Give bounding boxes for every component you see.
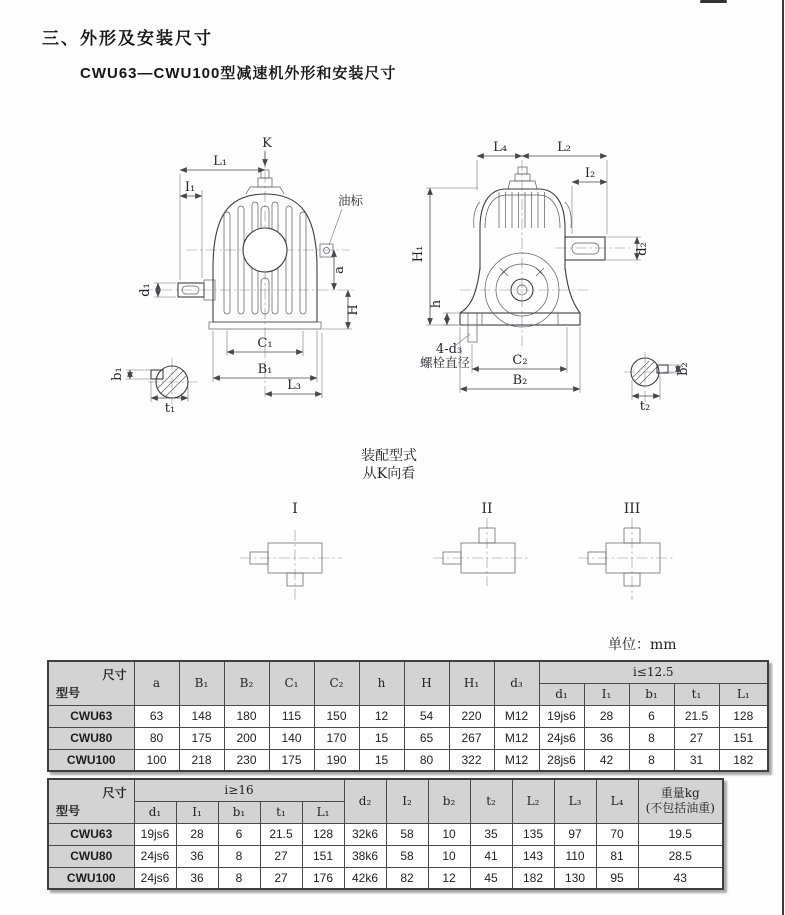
corner-top-label: 尺寸 bbox=[102, 786, 127, 800]
table-cell: 35 bbox=[470, 823, 512, 845]
label-h: H bbox=[346, 304, 361, 316]
table-cell: 182 bbox=[512, 867, 554, 889]
page-right-border bbox=[782, 0, 784, 915]
input-shaft-section bbox=[110, 358, 198, 416]
table-row bbox=[48, 867, 723, 889]
side-housing bbox=[460, 167, 605, 342]
table-cell: 58 bbox=[386, 823, 428, 845]
table-cell: 31 bbox=[674, 749, 719, 771]
table-cell: 151 bbox=[719, 727, 768, 749]
table-cell: 128 bbox=[719, 705, 768, 727]
table-cell: 8 bbox=[218, 845, 260, 867]
model-cell: CWU80 bbox=[48, 845, 134, 867]
table-cell: 322 bbox=[449, 749, 494, 771]
table-cell: 63 bbox=[134, 705, 179, 727]
label-b1-width: B₁ bbox=[257, 362, 273, 377]
table-cell: 110 bbox=[554, 845, 596, 867]
corner-bottom-label: 型号 bbox=[56, 685, 81, 700]
table-cell: 12 bbox=[428, 867, 470, 889]
model-cell: CWU80 bbox=[48, 727, 134, 749]
table-cell: 10 bbox=[428, 823, 470, 845]
table-cell: 80 bbox=[134, 727, 179, 749]
table-cell: 28js6 bbox=[539, 749, 584, 771]
table2-col-header: L₃ bbox=[554, 779, 596, 823]
table-cell: 15 bbox=[359, 727, 404, 749]
model-cell: CWU63 bbox=[48, 705, 134, 727]
table-cell: 65 bbox=[404, 727, 449, 749]
table-cell: 140 bbox=[269, 727, 314, 749]
table-cell: 182 bbox=[719, 749, 768, 771]
table1-col-header: H bbox=[404, 661, 449, 705]
table2-group-col-header: d₁ bbox=[134, 801, 176, 823]
table2-group-col-header: I₁ bbox=[176, 801, 218, 823]
table2-col-header: t₂ bbox=[470, 779, 512, 823]
table2-col-header: d₂ bbox=[344, 779, 386, 823]
table-cell: 200 bbox=[224, 727, 269, 749]
table-cell: 58 bbox=[386, 845, 428, 867]
table1-col-header: B₁ bbox=[179, 661, 224, 705]
label-oil-gauge: 油标 bbox=[338, 193, 364, 208]
table-cell: 38k6 bbox=[344, 845, 386, 867]
label-b2-key: b₂ bbox=[676, 362, 691, 376]
label-l2: L₂ bbox=[557, 140, 571, 155]
table-cell: 267 bbox=[449, 727, 494, 749]
table-cell: 8 bbox=[218, 867, 260, 889]
table-cell: 43 bbox=[638, 867, 723, 889]
table1-corner-cell bbox=[48, 661, 134, 705]
table-cell: 70 bbox=[596, 823, 638, 845]
assembly-type-1-label: I bbox=[292, 501, 298, 517]
table-cell: 27 bbox=[260, 867, 302, 889]
label-h1: H₁ bbox=[411, 245, 426, 263]
model-cell: CWU100 bbox=[48, 749, 134, 771]
table-cell: 100 bbox=[134, 749, 179, 771]
side-dimensions bbox=[411, 140, 650, 393]
table1-ratio-group-header: i≤12.5 bbox=[539, 661, 768, 683]
table2-group-col-header: L₁ bbox=[302, 801, 344, 823]
assembly-type-3 bbox=[578, 501, 674, 600]
table-cell: 80 bbox=[404, 749, 449, 771]
assembly-diagrams bbox=[230, 495, 690, 610]
label-l4: L₄ bbox=[493, 140, 507, 155]
table2-col-header: I₂ bbox=[386, 779, 428, 823]
table-cell: 143 bbox=[512, 845, 554, 867]
assembly-caption bbox=[330, 447, 448, 483]
side-view-drawing bbox=[400, 128, 700, 420]
front-view-drawing bbox=[90, 115, 420, 430]
table-cell: 21.5 bbox=[674, 705, 719, 727]
table-cell: 150 bbox=[314, 705, 359, 727]
table-cell: 230 bbox=[224, 749, 269, 771]
table-cell: 15 bbox=[359, 749, 404, 771]
label-d1: d₁ bbox=[138, 283, 153, 297]
table-cell: 28.5 bbox=[638, 845, 723, 867]
table-cell: 95 bbox=[596, 867, 638, 889]
assembly-type-3-label: III bbox=[623, 501, 641, 517]
table-row bbox=[48, 823, 723, 845]
table-cell: 190 bbox=[314, 749, 359, 771]
label-b1-key: b₁ bbox=[110, 367, 125, 381]
label-t2-key: t₂ bbox=[639, 399, 651, 414]
table-cell: 82 bbox=[386, 867, 428, 889]
table-cell: 180 bbox=[224, 705, 269, 727]
table1-col-header: d₃ bbox=[494, 661, 539, 705]
table2-group-col-header: t₁ bbox=[260, 801, 302, 823]
table-cell: 151 bbox=[302, 845, 344, 867]
assembly-type-2 bbox=[433, 501, 529, 586]
table-cell: M12 bbox=[494, 705, 539, 727]
table-cell: 170 bbox=[314, 727, 359, 749]
weight-header-line1: 重量kg bbox=[660, 786, 700, 801]
table-cell: 6 bbox=[218, 823, 260, 845]
corner-bottom-label: 型号 bbox=[56, 803, 81, 818]
table1-group-col-header: I₁ bbox=[584, 683, 629, 705]
table1-col-header: C₁ bbox=[269, 661, 314, 705]
table-cell: 19js6 bbox=[539, 705, 584, 727]
table-cell: 24js6 bbox=[134, 845, 176, 867]
table-cell: M12 bbox=[494, 727, 539, 749]
assembly-caption-line2: 从K向看 bbox=[362, 466, 416, 482]
table-cell: 135 bbox=[512, 823, 554, 845]
table-cell: 128 bbox=[302, 823, 344, 845]
label-l3: L₃ bbox=[287, 378, 301, 393]
table-cell: 148 bbox=[179, 705, 224, 727]
table-cell: 24js6 bbox=[134, 867, 176, 889]
front-housing bbox=[178, 170, 333, 329]
table-cell: M12 bbox=[494, 749, 539, 771]
dimension-table-1 bbox=[47, 660, 769, 772]
table-cell: 19js6 bbox=[134, 823, 176, 845]
output-shaft bbox=[565, 237, 605, 260]
unit-label: 单位：mm bbox=[608, 637, 677, 653]
table1-col-header: a bbox=[134, 661, 179, 705]
table-cell: 8 bbox=[629, 749, 674, 771]
table-cell: 218 bbox=[179, 749, 224, 771]
label-bolt-count: 4-d₃ bbox=[436, 342, 463, 357]
table-row bbox=[48, 845, 723, 867]
table-cell: 28 bbox=[584, 705, 629, 727]
page-subheading: CWU63—CWU100型减速机外形和安装尺寸 bbox=[80, 65, 397, 82]
model-cell: CWU100 bbox=[48, 867, 134, 889]
table1-group-col-header: L₁ bbox=[719, 683, 768, 705]
table-cell: 97 bbox=[554, 823, 596, 845]
table-cell: 36 bbox=[584, 727, 629, 749]
table-cell: 28 bbox=[176, 823, 218, 845]
table1-col-header: H₁ bbox=[449, 661, 494, 705]
table-cell: 41 bbox=[470, 845, 512, 867]
table1-group-col-header: d₁ bbox=[539, 683, 584, 705]
label-i2: I₂ bbox=[584, 166, 596, 181]
table-row bbox=[48, 705, 768, 727]
table-cell: 54 bbox=[404, 705, 449, 727]
label-c2: C₂ bbox=[512, 353, 528, 368]
label-d2: d₂ bbox=[635, 242, 650, 256]
table-cell: 175 bbox=[269, 749, 314, 771]
table-cell: 36 bbox=[176, 867, 218, 889]
label-b2-width: B₂ bbox=[512, 373, 528, 388]
output-shaft-section bbox=[624, 352, 691, 414]
table-cell: 36 bbox=[176, 845, 218, 867]
table-cell: 220 bbox=[449, 705, 494, 727]
table2-col-header: b₂ bbox=[428, 779, 470, 823]
foundation-bolt bbox=[464, 313, 481, 342]
table-cell: 8 bbox=[629, 727, 674, 749]
label-c1: C₁ bbox=[257, 336, 273, 351]
table-cell: 115 bbox=[269, 705, 314, 727]
table1-group-col-header: b₁ bbox=[629, 683, 674, 705]
oil-gauge bbox=[320, 244, 333, 257]
table-cell: 10 bbox=[428, 845, 470, 867]
table-cell: 175 bbox=[179, 727, 224, 749]
weight-header-line2: (不包括油重) bbox=[645, 801, 715, 816]
table-row bbox=[48, 727, 768, 749]
table2-weight-header bbox=[638, 779, 723, 823]
table-cell: 130 bbox=[554, 867, 596, 889]
table2-col-header: L₄ bbox=[596, 779, 638, 823]
table-cell: 42 bbox=[584, 749, 629, 771]
label-a: a bbox=[332, 266, 347, 274]
table1-col-header: h bbox=[359, 661, 404, 705]
page-top-mark bbox=[700, 0, 727, 3]
label-i1: I₁ bbox=[184, 180, 196, 195]
table-cell: 27 bbox=[260, 845, 302, 867]
table-cell: 6 bbox=[629, 705, 674, 727]
assembly-caption-line1: 装配型式 bbox=[361, 448, 417, 464]
label-k: K bbox=[262, 136, 272, 151]
table-cell: 176 bbox=[302, 867, 344, 889]
table2-group-col-header: b₁ bbox=[218, 801, 260, 823]
table-row bbox=[48, 749, 768, 771]
table-cell: 42k6 bbox=[344, 867, 386, 889]
label-h-foot: h bbox=[429, 299, 444, 309]
table-cell: 27 bbox=[674, 727, 719, 749]
corner-top-label: 尺寸 bbox=[102, 668, 127, 682]
table-cell: 24js6 bbox=[539, 727, 584, 749]
assembly-type-2-label: II bbox=[481, 501, 493, 517]
assembly-type-1 bbox=[240, 501, 342, 600]
table-cell: 32k6 bbox=[344, 823, 386, 845]
dimension-table-2 bbox=[47, 778, 724, 890]
table-cell: 81 bbox=[596, 845, 638, 867]
table1-col-header: B₂ bbox=[224, 661, 269, 705]
section-heading: 三、外形及安装尺寸 bbox=[42, 29, 213, 48]
table2-col-header: L₂ bbox=[512, 779, 554, 823]
table2-ratio-group-header: i≥16 bbox=[134, 779, 344, 801]
table1-group-col-header: t₁ bbox=[674, 683, 719, 705]
label-t1-key: t₁ bbox=[164, 401, 176, 416]
table1-col-header: C₂ bbox=[314, 661, 359, 705]
model-cell: CWU63 bbox=[48, 823, 134, 845]
label-l1: L₁ bbox=[213, 154, 227, 169]
table2-corner-cell bbox=[48, 779, 134, 823]
table-cell: 19.5 bbox=[638, 823, 723, 845]
table-cell: 12 bbox=[359, 705, 404, 727]
label-bolt-diameter: 螺栓直径 bbox=[420, 355, 471, 370]
table-cell: 45 bbox=[470, 867, 512, 889]
table-cell: 21.5 bbox=[260, 823, 302, 845]
